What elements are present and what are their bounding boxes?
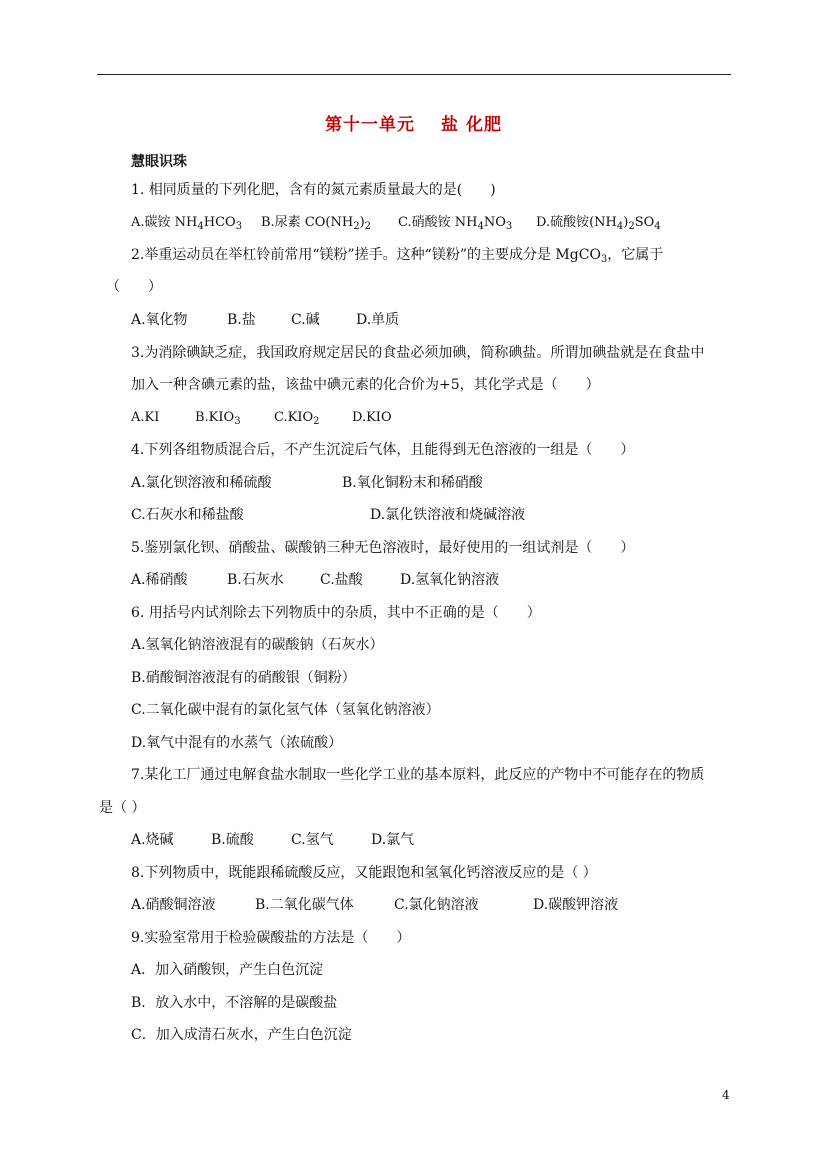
q5-option-c: C.盐酸 <box>320 572 363 588</box>
question-1-stem: 1. 相同质量的下列化肥，含有的氮元素质量最大的是( ) <box>131 182 496 198</box>
question-2-stem: 2.举重运动员在举杠铃前常用“镁粉”搓手。这种“镁粉”的主要成分是 MgCO3，它属于 <box>131 247 664 265</box>
question-7-line-1: 7.某化工厂通过电解食盐水制取一些化学工业的基本原料，此反应的产物中不可能存在的物质 <box>131 767 705 783</box>
q5-option-d: D.氢氧化钠溶液 <box>400 572 500 588</box>
q4-option-b: B.氧化铜粉末和稀硝酸 <box>342 475 483 491</box>
page-title <box>0 110 827 135</box>
q6-option-a: A.氢氧化钠溶液混有的碳酸钠（石灰水） <box>131 637 384 653</box>
question-2-blank: （ ） <box>106 279 162 295</box>
q3-option-a: A.KI <box>131 410 160 425</box>
q2-option-b: B.盐 <box>227 312 256 328</box>
q9-option-c: C．加入成清石灰水，产生白色沉淀 <box>131 1027 352 1043</box>
q3-option-c: C.KIO2 <box>274 410 320 427</box>
q2-option-a: A.氧化物 <box>131 312 188 328</box>
q6-option-b: B.硝酸铜溶液混有的硝酸银（铜粉） <box>131 670 356 686</box>
question-4-stem: 4.下列各组物质混合后，不产生沉淀后气体，且能得到无色溶液的一组是（ ） <box>131 442 635 458</box>
q7-option-b: B.硫酸 <box>211 832 254 848</box>
question-3-line-1: 3.为消除碘缺乏症，我国政府规定居民的食盐必须加碘，简称碘盐。所谓加碘盐就是在食盐中 <box>131 345 705 361</box>
q8-option-a: A.硝酸铜溶液 <box>131 897 216 913</box>
title-topic: 盐 化肥 <box>441 115 502 135</box>
section-heading: 慧眼识珠 <box>131 154 187 170</box>
q2-option-d: D.单质 <box>356 312 400 328</box>
q6-option-c: C.二氧化碳中混有的氯化氢气体（氢氧化钠溶液） <box>131 702 440 718</box>
q6-option-d: D.氧气中混有的水蒸气（浓硫酸） <box>131 735 343 751</box>
q7-option-d: D.氯气 <box>371 832 415 848</box>
question-6-stem: 6. 用括号内试剂除去下列物质中的杂质，其中不正确的是（ ） <box>131 605 541 621</box>
q7-option-a: A.烧碱 <box>131 832 174 848</box>
q5-option-b: B.石灰水 <box>227 572 284 588</box>
q4-option-d: D.氯化铁溶液和烧碱溶液 <box>370 507 526 523</box>
question-7-line-2: 是（ ） <box>99 800 146 816</box>
q1-option-a: A.碳铵 NH4HCO3 <box>131 215 243 232</box>
q1-option-b: B.尿素 CO(NH2)2 <box>261 215 372 232</box>
q8-option-c: C.氯化钠溶液 <box>394 897 479 913</box>
q8-option-d: D.碳酸钾溶液 <box>533 897 619 913</box>
q9-option-a: A．加入硝酸钡，产生白色沉淀 <box>131 962 324 978</box>
q8-option-b: B.二氧化碳气体 <box>255 897 354 913</box>
q2-option-c: C.碱 <box>291 312 320 328</box>
title-unit: 第十一单元 <box>325 115 416 135</box>
q7-option-c: C.氢气 <box>291 832 334 848</box>
q5-option-a: A.稀硝酸 <box>131 572 188 588</box>
question-3-line-2: 加入一种含碘元素的盐，该盐中碘元素的化合价为+5，其化学式是（ ） <box>131 377 600 393</box>
question-8-stem: 8.下列物质中，既能跟稀硫酸反应，又能跟饱和氢氧化钙溶液反应的是（ ） <box>131 865 597 881</box>
q9-option-b: B．放入水中，不溶解的是碳酸盐 <box>131 995 338 1011</box>
q3-option-d: D.KIO <box>352 410 392 425</box>
q4-option-a: A.氯化钡溶液和稀硫酸 <box>131 475 272 491</box>
q4-option-c: C.石灰水和稀盐酸 <box>131 507 244 523</box>
question-5-stem: 5.鉴别氯化钡、硝酸盐、碳酸钠三种无色溶液时，最好使用的一组试剂是（ ） <box>131 540 635 556</box>
q1-option-c: C.硝酸铵 NH4NO3 <box>398 215 513 232</box>
q3-option-b: B.KIO3 <box>195 410 241 427</box>
question-9-stem: 9.实验室常用于检验碳酸盐的方法是（ ） <box>131 930 411 946</box>
header-rule <box>97 74 731 75</box>
q1-option-d: D.硫酸铵(NH4)2SO4 <box>536 215 661 232</box>
page-number: 4 <box>722 1088 730 1102</box>
